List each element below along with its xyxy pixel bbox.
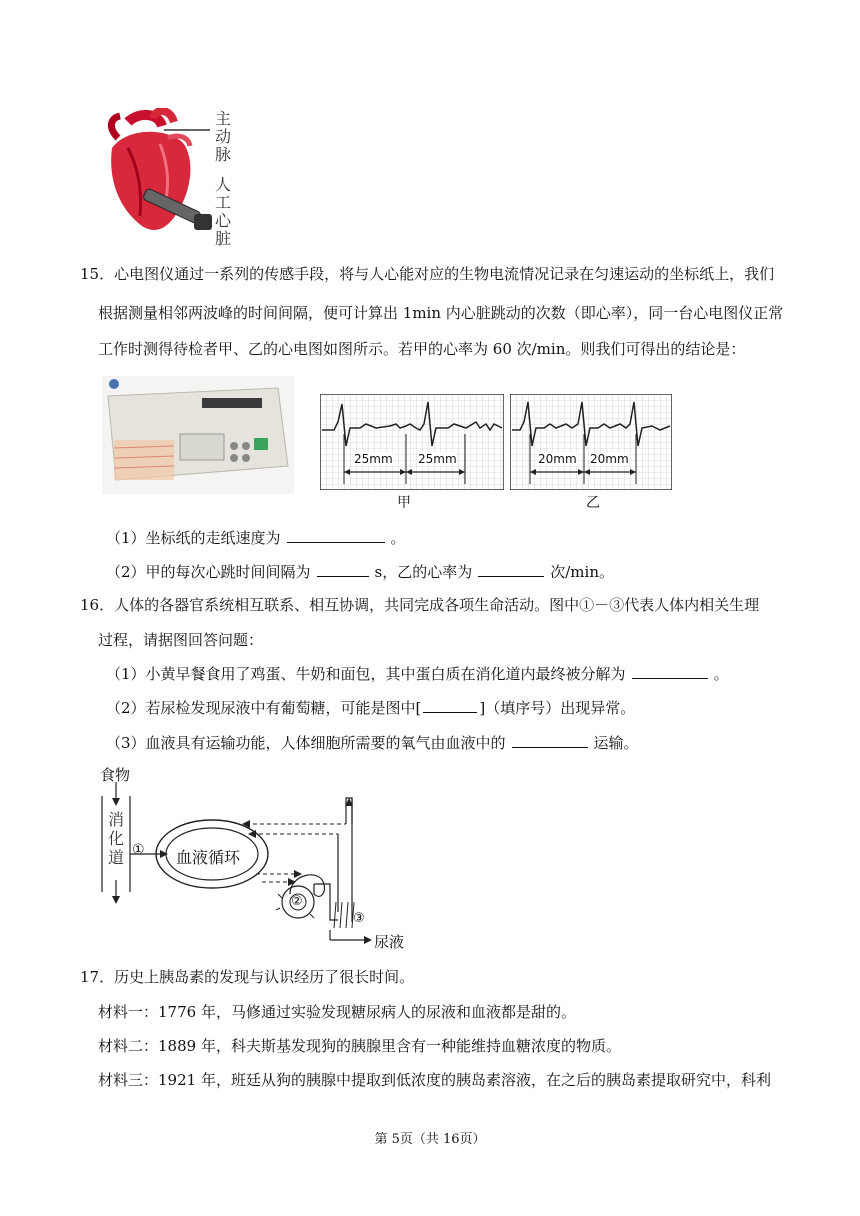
- diagram-urine-label: 尿液: [374, 933, 405, 951]
- q15-line1: 15．心电图仪通过一系列的传感手段，将与人心能对应的生物电流情况记录在匀速运动的坐标纸上，我们: [80, 265, 775, 283]
- q15-line2: 根据测量相邻两波峰的时间间隔，便可计算出 1min 内心脏跳动的次数（即心率），同一台心电图仪正常: [98, 304, 784, 322]
- q16-sub3: （3）血液具有运输功能，人体细胞所需要的氧气由血液中的 运输。: [106, 734, 639, 752]
- q17-material1: 材料一：1776 年，马修通过实验发现糖尿病人的尿液和血液都是甜的。: [98, 1003, 576, 1021]
- diagram-circle-2: ②: [291, 894, 303, 909]
- q15-sub1: （1）坐标纸的走纸速度为 。: [106, 529, 406, 547]
- ecg-jia-caption: 甲: [397, 495, 411, 511]
- q15-sub1-blank[interactable]: [287, 527, 385, 543]
- q17-line1: 17．历史上胰岛素的发现与认识经历了很长时间。: [80, 968, 415, 986]
- q17-material3: 材料三：1921 年，班廷从狗的胰腺中提取到低浓度的胰岛素溶液，在之后的胰岛素提取研究中，科利: [98, 1071, 771, 1089]
- q15-sub2: （2）甲的每次心跳时间间隔为 s，乙的心率为 次/min。: [106, 563, 614, 581]
- aorta-label: 主 动 脉: [214, 109, 231, 164]
- q15-line3: 工作时测得待检者甲、乙的心电图如图所示。若甲的心率为 60 次/min。则我们可得出的结论是：: [98, 340, 746, 358]
- q16-sub1: （1）小黄早餐食用了鸡蛋、牛奶和面包，其中蛋白质在消化道内最终被分解为 。: [106, 665, 729, 683]
- q16-sub2-blank[interactable]: [423, 697, 477, 713]
- q16-sub1-blank[interactable]: [632, 663, 708, 679]
- q17-material2: 材料二：1889 年，科夫斯基发现狗的胰腺里含有一种能维持血糖浓度的物质。: [98, 1037, 621, 1055]
- q15-sub2-blank2[interactable]: [478, 561, 544, 577]
- diagram-food-label: 食物: [100, 766, 131, 784]
- diagram-circle-3: ③: [353, 911, 365, 926]
- ecg-yi-segment2-label: 20mm: [590, 452, 629, 466]
- ecg-yi-segment1-label: 20mm: [538, 452, 577, 466]
- ecg-chart-yi: [510, 394, 672, 490]
- ecg-jia-segment1-label: 25mm: [354, 452, 393, 466]
- diagram-circle-1: ①: [132, 842, 145, 858]
- q16-line1: 16．人体的各器官系统相互联系、相互协调，共同完成各项生命活动。图中①－③代表人体内相关生理: [80, 596, 760, 614]
- ecg-jia-segment2-label: 25mm: [418, 452, 457, 466]
- diagram-blood-circulation-label: 血液循环: [176, 848, 241, 867]
- q15-sub2-blank1[interactable]: [317, 561, 369, 577]
- ecg-yi-caption: 乙: [586, 495, 600, 511]
- q16-line2: 过程，请据图回答问题：: [98, 631, 264, 649]
- diagram-digestive-tract-label: 消 化 道: [107, 810, 124, 867]
- ecg-chart-jia: [320, 394, 504, 490]
- page-footer: 第 5页（共 16页）: [374, 1132, 486, 1147]
- artificial-heart-label: 人 工 心 脏: [214, 175, 231, 248]
- q16-sub2: （2）若尿检发现尿液中有葡萄糖，可能是图中[ ]（填序号）出现异常。: [106, 699, 636, 717]
- q16-sub3-blank[interactable]: [512, 732, 588, 748]
- ecg-machine-image: [102, 376, 294, 494]
